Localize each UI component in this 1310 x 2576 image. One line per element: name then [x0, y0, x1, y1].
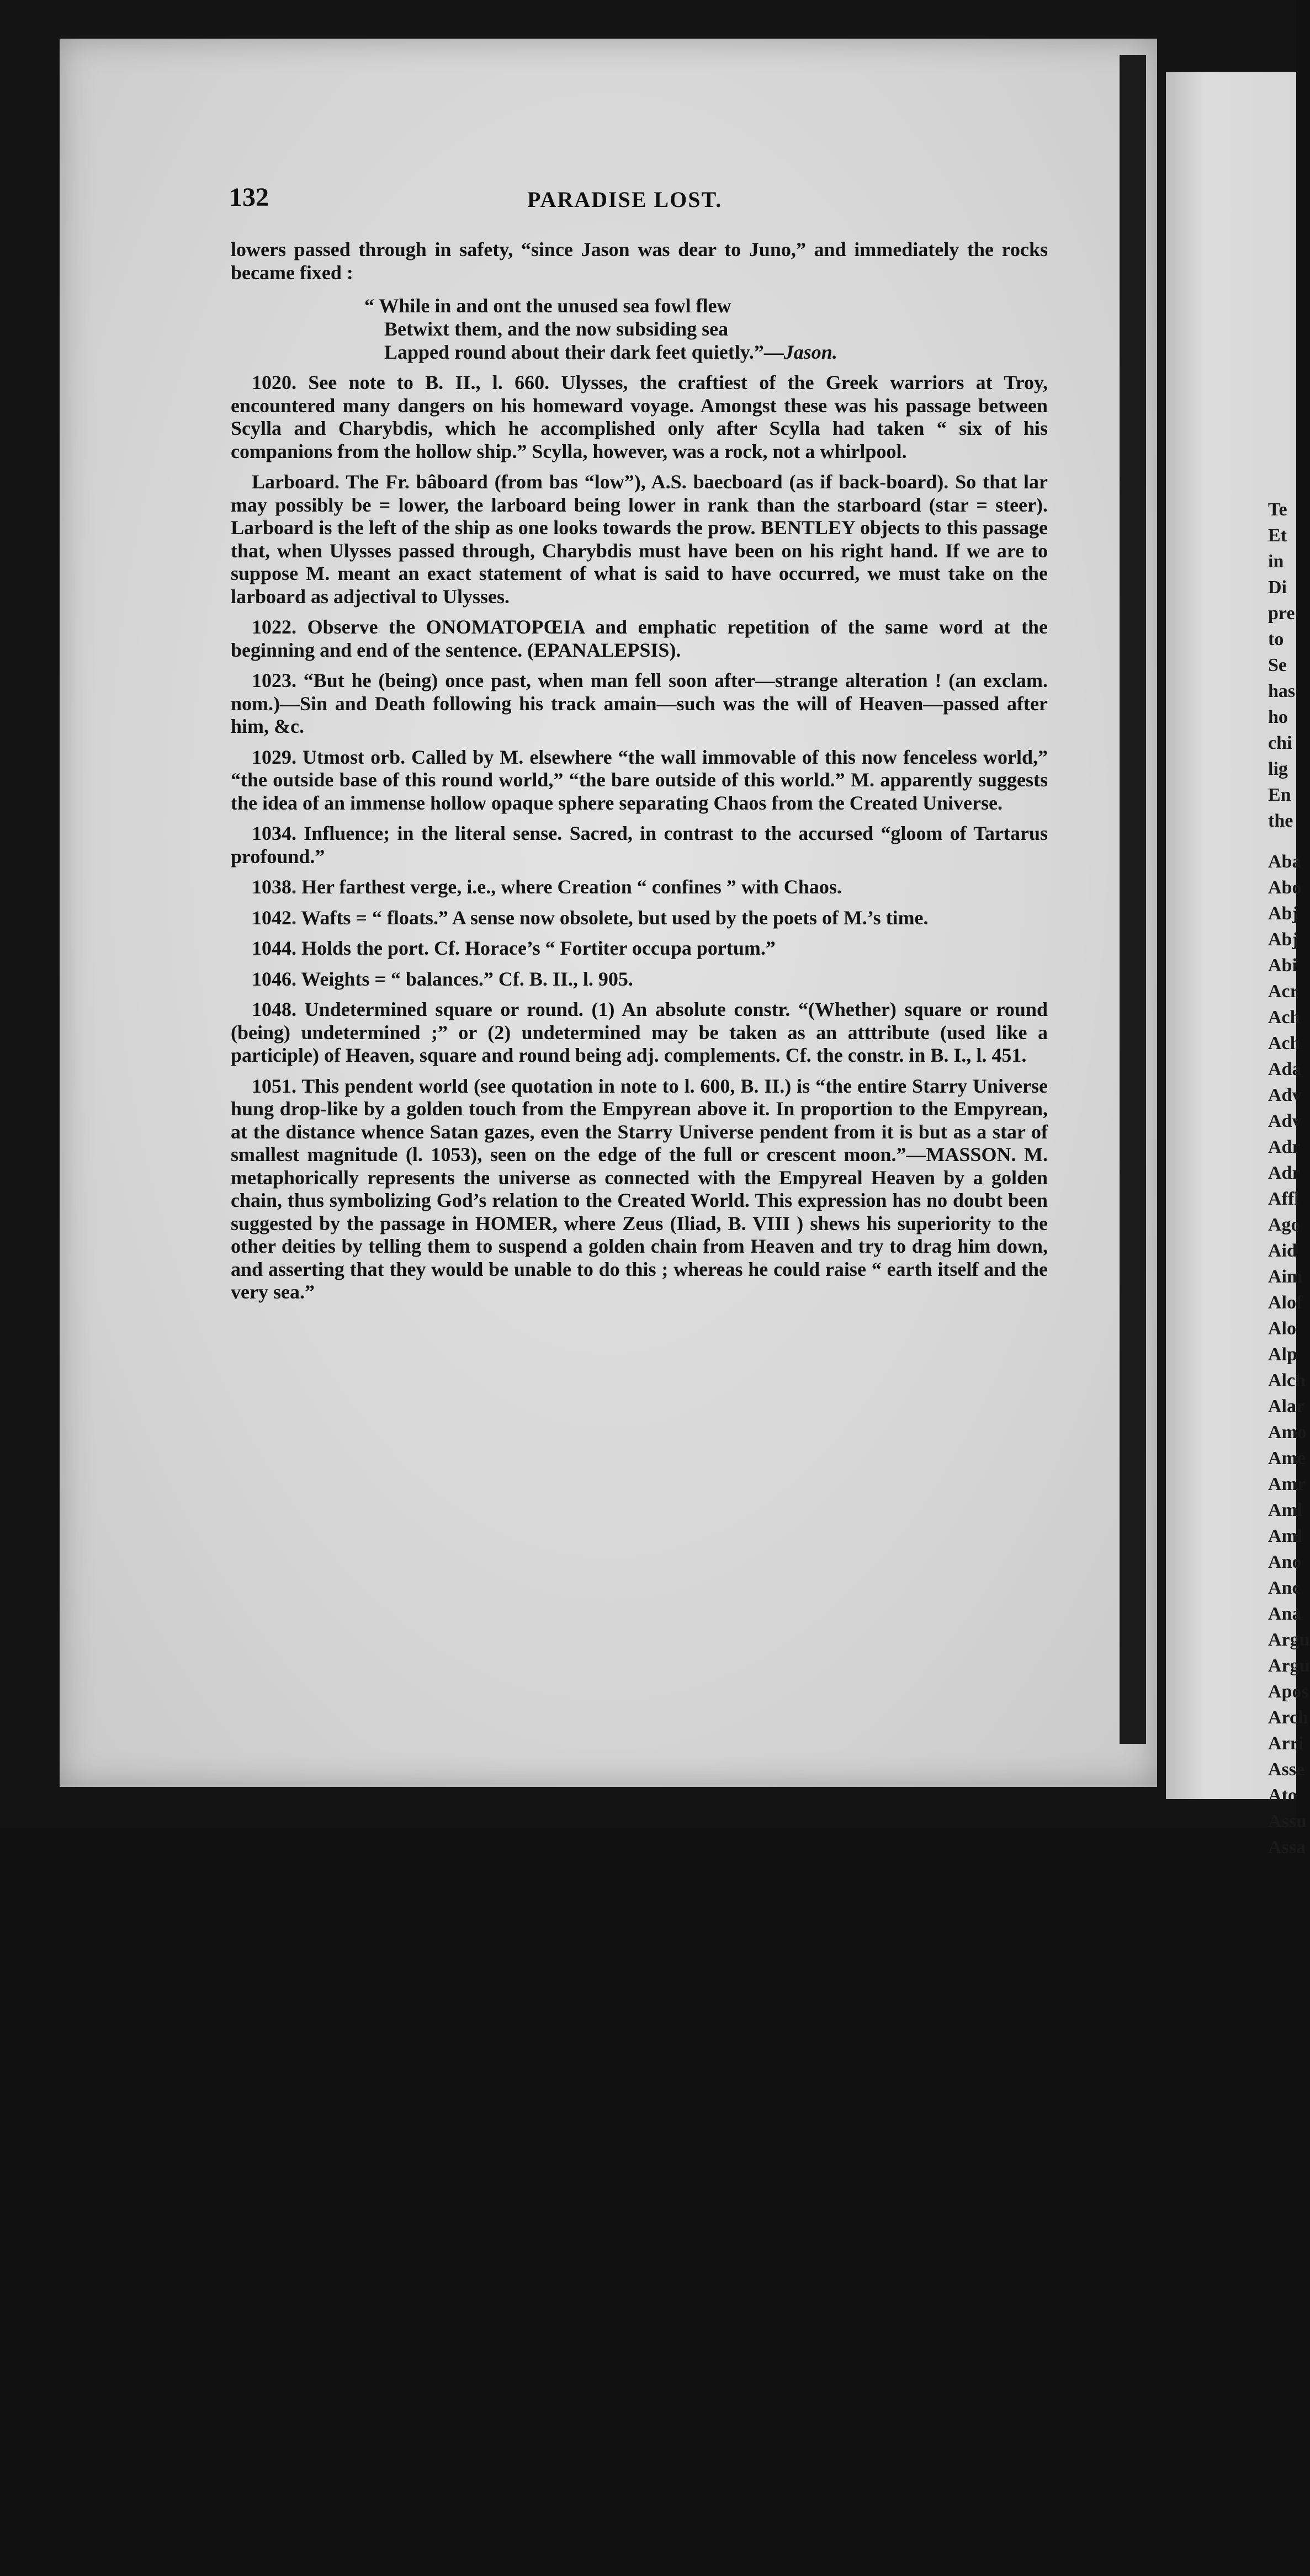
- page-number: 132: [229, 183, 269, 212]
- facing-index-entry-26: Aml: [1268, 1526, 1303, 1546]
- facing-index-entry-13: Affl: [1268, 1189, 1300, 1209]
- facing-index-entry-5: Acr: [1268, 981, 1298, 1002]
- facing-index-entry-29: Ana: [1268, 1604, 1302, 1624]
- page-title: PARADISE LOST.: [527, 187, 723, 212]
- facing-index-entry-34: Arri: [1268, 1733, 1304, 1754]
- facing-index-entry-9: Adv: [1268, 1085, 1302, 1105]
- facing-index-entry-36: Ato: [1268, 1785, 1297, 1806]
- facing-index-entry-30: Argu: [1268, 1630, 1310, 1650]
- facing-index-entry-38: Assa: [1268, 1837, 1306, 1858]
- note-1042: 1042. Wafts = “ floats.” A sense now obsolete, but used by the poets of M.’s time.: [252, 906, 929, 929]
- facing-index-entry-25: Aml: [1268, 1500, 1303, 1520]
- facing-index-entry-7: Ach: [1268, 1033, 1301, 1053]
- facing-top-fragment-3: Di: [1268, 577, 1287, 598]
- facing-index-entry-1: Abo: [1268, 877, 1302, 898]
- quote-line-2: Betwixt them, and the now subsiding sea: [384, 318, 729, 340]
- facing-top-fragment-12: the: [1268, 811, 1293, 831]
- facing-index-entry-14: Ago: [1268, 1215, 1301, 1235]
- facing-top-fragment-2: in: [1268, 551, 1284, 572]
- facing-top-fragment-7: has: [1268, 681, 1296, 701]
- facing-index-entry-33: Arch: [1268, 1707, 1309, 1728]
- note-1051: 1051. This pendent world (see quotation in note to l. 600, B. II.) is “the entire Starry Universe hung drop-like by a golden touch from the Empyrean above it. In proportion to the Empyrean, at the distance whence Satan gazes, even the Starry Universe pendent from it is but as a star of smallest magnitude (l. 1053), seen on the edge of the full or crescent moon.”—MASSON. M. metaphorically represents the universe as connected with the Empyreal Heaven by a golden chain, thus symbolizing God’s relation to the Created World. This expression has no doubt been suggested by the passage in HOMER, where Zeus (Iliad, B. VIII ) shews his superiority to the other deities by telling them to suspend a golden chain from Heaven and try to drag him down, and asserting that they would be unable to do this ; whereas he could raise “ earth itself and the very sea.”: [231, 1074, 1048, 1303]
- facing-index-entry-12: Adr: [1268, 1163, 1301, 1183]
- facing-index-entry-11: Adr: [1268, 1137, 1301, 1157]
- facing-index-entry-23: Ame: [1268, 1448, 1306, 1468]
- facing-top-fragment-5: to: [1268, 629, 1284, 650]
- note-1023: 1023. “But he (being) once past, when man fell soon after—strange alteration ! (an exclam. nom.)—Sin and Death following his track amain—such was the will of Heaven—passed after him, &c.: [231, 669, 1048, 737]
- facing-index-entry-15: Aid: [1268, 1241, 1297, 1261]
- facing-index-entry-18: Alo: [1268, 1318, 1296, 1339]
- facing-index-entry-8: Ada: [1268, 1059, 1302, 1079]
- note-1020: 1020. See note to B. II., l. 660. Ulysses, the craftiest of the Greek warriors at Troy, encountered many dangers on his homeward voyage. Amongst these was his passage between Scylla and Charybdis, which he accomplished only after Scylla had taken “ six of his companions from the hollow ship.” Scylla, however, was a rock, not a whirlpool.: [231, 371, 1048, 462]
- facing-index-entry-35: Asse: [1268, 1759, 1305, 1780]
- facing-top-fragment-8: ho: [1268, 707, 1288, 727]
- quote-line-3: [364, 340, 1048, 364]
- facing-index-entry-22: Amo: [1268, 1422, 1307, 1443]
- note-1038: 1038. Her farthest verge, i.e., where Creation “ confines ” with Chaos.: [252, 876, 842, 898]
- facing-top-fragment-6: Se: [1268, 655, 1287, 675]
- opening-paragraph: lowers passed through in safety, “since Jason was dear to Juno,” and immediately the rocks became fixed :: [231, 238, 1048, 284]
- facing-index-entry-37: Assu: [1268, 1811, 1307, 1832]
- facing-page-fragment: [1166, 72, 1310, 1858]
- facing-index-entry-28: Anc: [1268, 1578, 1301, 1598]
- facing-index-entry-32: Apos: [1268, 1681, 1309, 1702]
- facing-top-fragment-9: chi: [1268, 733, 1292, 753]
- facing-index-entry-6: Ach: [1268, 1007, 1301, 1028]
- facing-index-entry-4: Abi: [1268, 955, 1297, 976]
- facing-top-fragment-4: pre: [1268, 603, 1295, 624]
- quote-source: Jason.: [783, 341, 837, 363]
- running-head: [229, 182, 1057, 221]
- facing-index-entry-31: Argu: [1268, 1656, 1310, 1676]
- commentary-body: [231, 238, 1048, 1304]
- facing-top-fragment-0: Te: [1268, 499, 1287, 520]
- facing-index-entry-17: Alof: [1268, 1292, 1303, 1313]
- quote-line-1: “ While in and ont the unused sea fowl flew: [364, 295, 731, 317]
- quote-line-3-text: Lapped round about their dark feet quietly.”—: [384, 341, 784, 363]
- facing-page-index-column: [1268, 849, 1310, 2576]
- block-quote: [364, 294, 1048, 364]
- facing-index-entry-16: Aim: [1268, 1266, 1303, 1287]
- facing-index-entry-0: Aba: [1268, 851, 1302, 872]
- note-1029: 1029. Utmost orb. Called by M. elsewhere “the wall immovable of this now fenceless world,” “the outside base of this round world,” “the bare outside of this world.” M. apparently suggests the idea of an immense hollow opaque sphere separating Chaos from the Created Universe.: [231, 746, 1048, 814]
- facing-index-entry-20: Alch: [1268, 1370, 1306, 1391]
- note-1034: 1034. Influence; in the literal sense. Sacred, in contrast to the accursed “gloom of Tartarus profound.”: [231, 822, 1048, 867]
- facing-index-entry-27: Ano: [1268, 1552, 1302, 1572]
- facing-top-fragment-1: Et: [1268, 525, 1287, 546]
- note-1046: 1046. Weights = “ balances.” Cf. B. II., l. 905.: [252, 967, 633, 990]
- note-1022: 1022. Observe the ONOMATOPŒIA and emphatic repetition of the same word at the beginning and end of the sentence. (EPANALEPSIS).: [231, 616, 1048, 661]
- facing-index-entry-24: Amr: [1268, 1474, 1306, 1494]
- note-larboard: Larboard. The Fr. bâboard (from bas “low”), A.S. baecboard (as if back-board). So that lar may possibly be = lower, the larboard being lower in rank than the starboard (star = steer). Larboard is the left of the ship as one looks towards the prow. BENTLEY objects to this passage that, when Ulysses passed through, Charybdis must have been on his right hand. If we are to suppose M. meant an exact statement of what is said to have occurred, we must take on the larboard as adjectival to Ulysses.: [231, 471, 1048, 608]
- facing-top-fragment-10: lig: [1268, 759, 1288, 779]
- facing-index-entry-3: Abj: [1268, 929, 1298, 950]
- note-1044: 1044. Holds the port. Cf. Horace’s “ Fortiter occupa portum.”: [252, 937, 776, 959]
- facing-index-entry-2: Abj: [1268, 903, 1298, 924]
- facing-index-entry-21: Alar: [1268, 1396, 1305, 1417]
- book-gutter: [1120, 55, 1146, 1744]
- facing-index-entry-19: Alp: [1268, 1344, 1297, 1365]
- facing-top-fragment-11: En: [1268, 785, 1291, 805]
- facing-index-entry-10: Adv: [1268, 1111, 1302, 1131]
- note-1048: 1048. Undetermined square or round. (1) An absolute constr. “(Whether) square or round (being) undetermined ;” or (2) undetermined may be taken as an atttribute (used like a participle) of Heaven, square and round being adj. complements. Cf. the constr. in B. I., l. 451.: [231, 998, 1048, 1066]
